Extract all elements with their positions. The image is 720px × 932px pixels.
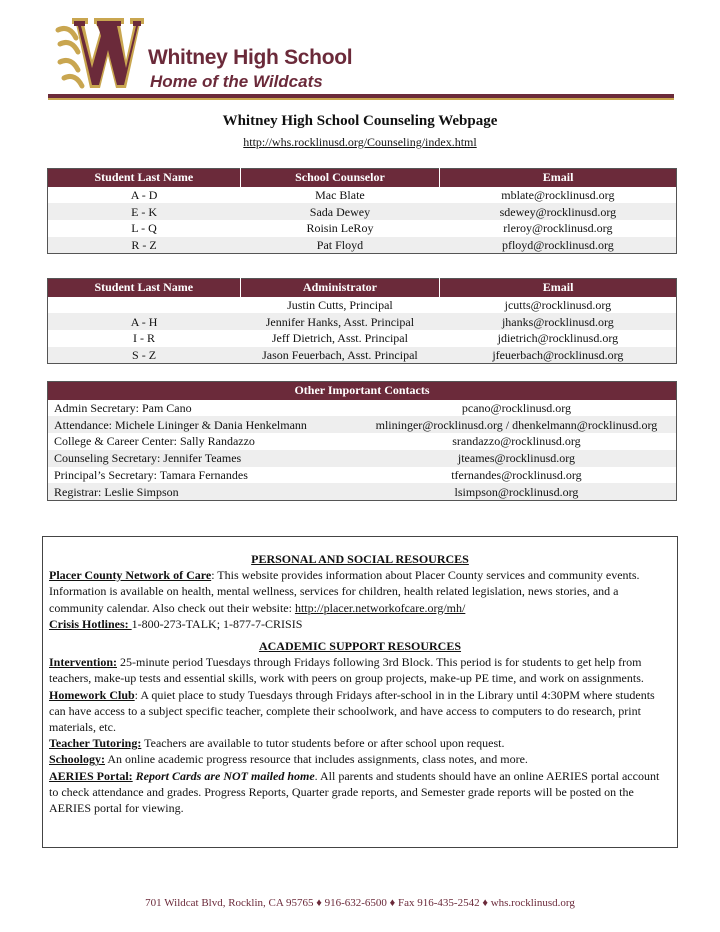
counselor-email: rleroy@rocklinusd.org (503, 221, 613, 236)
administrator-email: jcutts@rocklinusd.org (504, 297, 612, 312)
last-name-range: S - Z (48, 347, 241, 364)
counselor-name: Sada Dewey (240, 203, 440, 220)
table-row (48, 220, 677, 237)
column-header: Email (440, 279, 677, 297)
table-row (48, 416, 677, 433)
table-row (48, 433, 677, 450)
table-row (48, 467, 677, 484)
network-of-care-label: Placer County Network of Care (49, 568, 212, 583)
crisis-hotlines-paragraph (49, 616, 671, 632)
aeries-paragraph (49, 768, 671, 817)
page-url-link[interactable]: http://whs.rocklinusd.org/Counseling/index.html (243, 135, 477, 149)
footer-address: 701 Wildcat Blvd, Rocklin, CA 95765 ♦ 916-632-6500 ♦ Fax 916-435-2542 ♦ whs.rocklinusd.org (145, 897, 575, 909)
contact-email: lsimpson@rocklinusd.org (357, 483, 677, 500)
crisis-hotlines-text: 1-800-273-TALK; 1-877-7-CRISIS (131, 616, 303, 631)
counselor-name: Roisin LeRoy (306, 221, 374, 236)
administrator-table (47, 278, 677, 364)
contacts-table (47, 381, 677, 501)
homework-club-label: Homework Club (49, 687, 135, 702)
homework-club-text: : A quiet place to study Tuesdays through Fridays after-school in in the Library until 4:30PM where students can have access to a subject specific teacher, complete their schoolwork, and have access to computers to do research, print materials, etc. (49, 687, 655, 735)
intervention-text: 25-minute period Tuesdays through Fridays following 3rd Block. This period is for students to get help from teachers, make-up tests and essential skills, work with peers on group projects, make-up PE time, and work on assignments. (49, 655, 644, 686)
last-name-range: A - D (130, 187, 158, 202)
aeries-text: . All parents and students should have an online AERIES portal account to check attendance and grades. Progress Reports, Quarter grade reports, and Semester grade reports will be posted on the AERIES portal for viewing. (49, 768, 660, 816)
school-name: Whitney High School (148, 46, 353, 69)
counselor-table (47, 168, 677, 254)
counselor-name: Mac Blate (315, 187, 365, 202)
contact-role: College & Career Center: Sally Randazzo (54, 434, 255, 449)
last-name-range: L - Q (131, 221, 157, 236)
contact-role: Admin Secretary: Pam Cano (54, 400, 192, 415)
column-header: School Counselor (240, 169, 440, 187)
contact-email: mlininger@rocklinusd.org / dhenkelmann@rocklinusd.org (357, 416, 677, 433)
contact-role: Counseling Secretary: Jennifer Teames (48, 450, 357, 467)
counselor-email: pfloyd@rocklinusd.org (440, 237, 677, 254)
table-row (48, 450, 677, 467)
resources-box (42, 536, 678, 848)
last-name-range: A - H (48, 313, 241, 330)
teacher-tutoring-paragraph (49, 735, 671, 751)
contact-email: srandazzo@rocklinusd.org (452, 434, 581, 449)
column-header: Student Last Name (48, 279, 241, 297)
page-title: Whitney High School Counseling Webpage (222, 113, 498, 129)
contact-email: tfernandes@rocklinusd.org (451, 468, 582, 483)
network-of-care-link[interactable]: http://placer.networkofcare.org/mh/ (294, 600, 466, 615)
counselor-email: mblate@rocklinusd.org (501, 187, 615, 202)
last-name-range: E - K (48, 203, 241, 220)
column-header: Administrator (240, 279, 440, 297)
table-row (48, 400, 677, 417)
school-tagline: Home of the Wildcats (150, 72, 323, 91)
teacher-tutoring-label: Teacher Tutoring: (49, 736, 142, 751)
personal-resources-heading: PERSONAL AND SOCIAL RESOURCES (251, 552, 469, 566)
crisis-hotlines-label: Crisis Hotlines: (49, 616, 132, 631)
teacher-tutoring-text: Teachers are available to tutor students before or after school upon request. (141, 736, 505, 751)
table-header-row (48, 169, 677, 187)
contact-email: pcano@rocklinusd.org (461, 400, 572, 415)
header-divider-gold (48, 98, 674, 100)
table-row (48, 237, 677, 254)
table-header-row (48, 279, 677, 297)
administrator-name: Jennifer Hanks, Asst. Principal (240, 313, 440, 330)
contact-role: Principal’s Secretary: Tamara Fernandes (54, 468, 248, 483)
contact-role: Registrar: Leslie Simpson (48, 483, 357, 500)
aeries-label: AERIES Portal: (49, 768, 133, 783)
school-header (48, 10, 678, 102)
wildcats-logo (54, 14, 146, 92)
table-row (48, 483, 677, 500)
table-row (48, 187, 677, 204)
administrator-name: Jeff Dietrich, Asst. Principal (271, 331, 408, 346)
administrator-name: Justin Cutts, Principal (287, 297, 393, 312)
column-header: Email (440, 169, 677, 187)
contact-role: Attendance: Michele Lininger & Dania Henkelmann (48, 416, 357, 433)
column-header: Student Last Name (48, 169, 241, 187)
last-name-range (48, 297, 241, 314)
administrator-email: jhanks@rocklinusd.org (440, 313, 677, 330)
intervention-paragraph (49, 654, 671, 686)
administrator-name: Jason Feuerbach, Asst. Principal (240, 347, 440, 364)
last-name-range: I - R (133, 331, 156, 346)
network-of-care-text: : This website provides information about Placer County services and community events. Information is available on health, mental wellness, services for children, health related legislation, news stories, and a community calendar. Also check out their website: (49, 568, 640, 615)
administrator-email: jfeuerbach@rocklinusd.org (440, 347, 677, 364)
aeries-emphasis: Report Cards are NOT mailed home (132, 768, 315, 783)
table-row (48, 347, 677, 364)
table-row (48, 330, 677, 347)
schoology-label: Schoology: (49, 752, 106, 767)
schoology-text: An online academic progress resource that includes assignments, class notes, and more. (105, 752, 528, 767)
schoology-paragraph (49, 751, 671, 767)
network-of-care-paragraph (49, 567, 671, 616)
intervention-label: Intervention: (49, 655, 117, 670)
last-name-range: R - Z (48, 237, 241, 254)
counselor-email: sdewey@rocklinusd.org (440, 203, 677, 220)
table-row (48, 313, 677, 330)
administrator-email: jdietrich@rocklinusd.org (497, 331, 619, 346)
table-row (48, 203, 677, 220)
table-header-row (48, 382, 677, 400)
table-row (48, 297, 677, 314)
contacts-title: Other Important Contacts (48, 382, 677, 400)
homework-club-paragraph (49, 687, 671, 736)
contact-email: jteames@rocklinusd.org (357, 450, 677, 467)
academic-resources-heading: ACADEMIC SUPPORT RESOURCES (258, 639, 462, 654)
counselor-name: Pat Floyd (240, 237, 440, 254)
